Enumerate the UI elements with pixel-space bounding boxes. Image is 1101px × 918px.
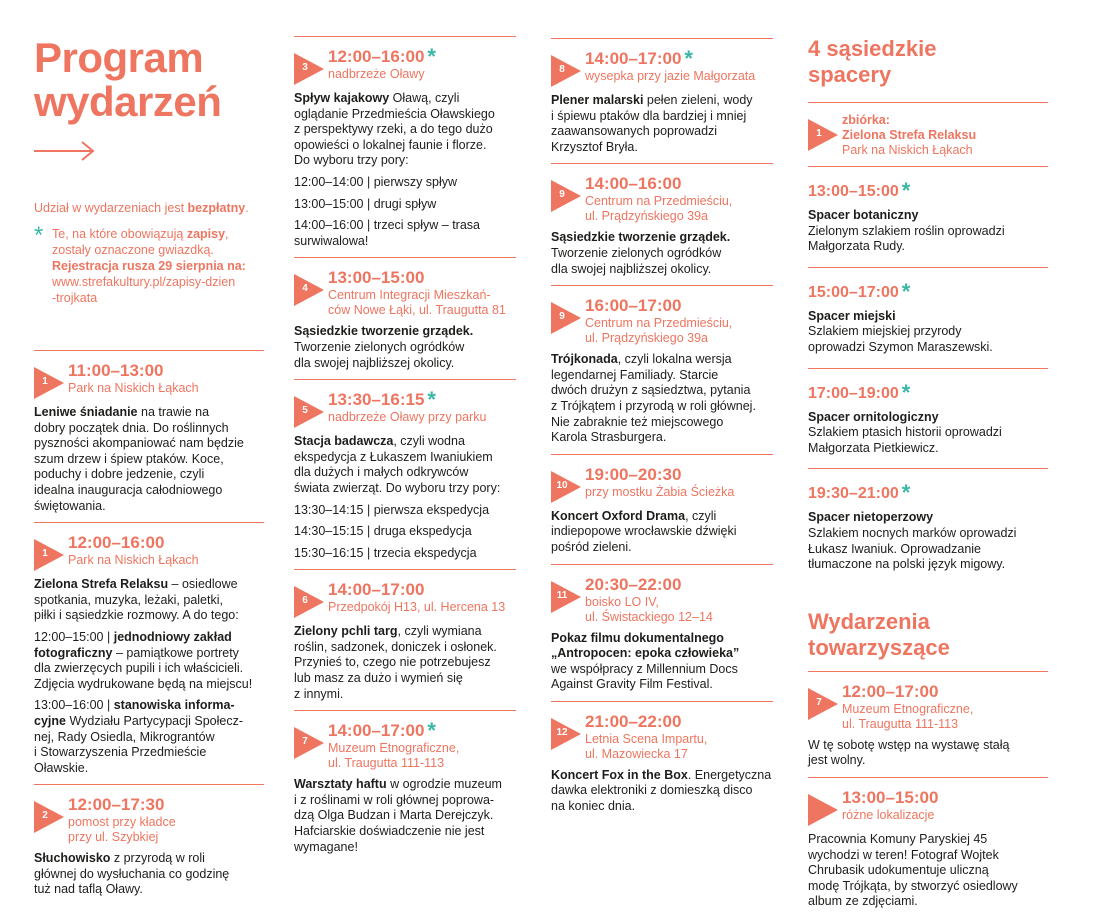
side-events-title: Wydarzenia towarzyszące [808,608,950,660]
event-item [294,36,516,249]
location-marker-icon: 4 [294,274,324,306]
walks-title: 4 sąsiedzkie spacery [808,36,937,87]
location-marker-icon: 6 [294,586,324,618]
location-marker-icon: 7 [808,688,838,720]
event-location: Centrum Integracji Mieszkań- ców Nowe Łąki, ul. Traugutta 81 [328,288,506,318]
registration-star-icon: * [427,44,436,69]
event-item [294,569,516,702]
event-description: Sąsiedzkie tworzenie grządek. Tworzenie zielonych ogródków dla swojej najbliższej okolicy. [551,230,731,276]
event-time: 19:00–20:30 [585,464,682,484]
walk-description: Spacer nietoperzowy Szlakiem nocnych marków oprowadzi Łukasz Iwaniuk. Oprowadzanie tłumaczone na polski język migowy. [808,510,1017,572]
star-icon: * [34,222,44,249]
arrow-right-icon [34,140,96,162]
walk-description: Spacer botaniczny Zielonym szlakiem roślin oprowadzi Małgorzata Rudy. [808,208,1005,254]
event-time: 14:00–16:00 [585,174,682,194]
page-title: Program wydarzeń [34,34,222,125]
registration-star-icon: * [901,379,911,405]
location-marker-icon: 8 [551,55,581,87]
side-event-item [808,671,1048,769]
column-1 [34,0,264,906]
event-item [294,379,516,561]
event-location: Muzeum Etnograficzne, ul. Traugutta 111-113 [328,741,460,771]
event-description: Plener malarski pełen zieleni, wody i śpiewu ptaków dla bardziej i mniej zaawansowanych poprowadzi Krzysztof Bryła. [551,93,753,154]
event-location: boisko LO IV, ul. Świstackiego 12–14 [585,594,713,624]
event-description: Słuchowisko z przyrodą w roli głównej do wysłuchania co godzinę tuż nad taflą Oławy. [34,851,230,897]
event-location: Letnia Scena Impartu, ul. Mazowiecka 17 [585,731,708,761]
event-location: Park na Niskich Łąkach [68,381,199,395]
registration-star-icon: * [901,278,911,304]
event-location: Muzeum Etnograficzne, ul. Traugutta 111-113 [842,701,974,731]
event-item [551,163,773,277]
event-item [551,701,773,815]
event-description: Koncert Fox in the Box. Energetyczna dawka elektroniki z domieszką disco na koniec dnia. [551,767,772,814]
event-time: 14:00–17:00 * [328,718,436,744]
walk-time: 15:00–17:00 * [808,278,911,304]
location-marker-icon: 1 [808,119,838,151]
event-description: Stacja badawcza, czyli wodna ekspedycja z Łukaszem Iwaniukiem dla dużych i małych odkrywców świata zwierząt. Do wyboru trzy pory: 13:30–14:15 | pierwsza ekspedycja 14:30–15:15 | druga ekspedycja 15:30–16:15 | trzecia ekspedycja [294,434,501,560]
location-marker-icon: 9 [551,180,581,212]
event-location: pomost przy kładce przy ul. Szybkiej [68,815,176,845]
walk-description: Spacer miejski Szlakiem miejskiej przyrody oprowadzi Szymon Maraszewski. [808,308,993,354]
event-time: 13:00–15:00 [842,787,939,807]
event-time: 21:00–22:00 [585,711,682,731]
location-marker-icon: 3 [294,53,324,85]
event-location: Park na Niskich Łąkach [68,553,199,568]
event-location: Centrum na Przedmieściu, ul. Prądzyńskiego 39a [585,316,733,346]
event-description: Spływ kajakowy Oławą, czyli oglądanie Przedmieścia Oławskiego z perspektywy rzeki, a do tego dużo opowieści o lokalnej faunie i florze. Do wyboru trzy pory: 12:00–14:00 | pierwszy spływ 13:00–15:00 | drugi spływ 14:00–16:00 | trzeci spływ – trasa surwiwalowa! [294,91,495,248]
event-location: nadbrzeże Oławy [328,67,425,81]
event-time: 16:00–17:00 [585,296,682,316]
event-description: Pracownia Komuny Paryskiej 45 wychodzi w teren! Fotograf Wojtek Chrubasik udokumentuje uliczną modę Trójkąta, by stworzyć osiedlowy album ze zdjęciami. [808,831,1018,909]
column-4 [808,36,1048,918]
registration-star-icon: * [684,46,693,71]
walk-time: 17:00–19:00 * [808,379,911,405]
event-time: 14:00–17:00 * [585,46,693,71]
column-3 [551,38,773,823]
event-description: Sąsiedzkie tworzenie grządek. Tworzenie zielonych ogródków dla swojej najbliższej okolicy. [294,324,474,370]
event-time: 14:00–17:00 [328,580,425,600]
event-item [34,350,264,514]
location-marker-icon: 11 [551,581,581,613]
location-marker-icon [808,794,838,826]
event-location: nadbrzeże Oławy przy parku [328,410,487,425]
registration-star-icon: * [901,480,911,506]
event-description: Zielona Strefa Relaksu – osiedlowe spotkania, muzyka, leżaki, paletki, piłki i sąsiedzkie rozmowy. A do tego: 12:00–15:00 | jednodniowy zakład fotograficzny – pamiątkowe portrety dla zwierzęcych pupili i ich właścicieli. Zdjęcia wydrukowane będą na miejscu! 13:00–16:00 | stanowiska informa- cyjne Wydziału Partycypacji Społecz- nej, Rady Osiedla, Mikrograntów i Stowarzyszenia Przedmieście Oławskie. [34,577,253,775]
event-location: różne lokalizacje [842,807,935,822]
walks-meeting-point: 1 zbiórka: Zielona Strefa Relaksu Park na Niskich Łąkach [808,102,1048,158]
event-description: Koncert Oxford Drama, czyli indiepopowe wrocławskie dźwięki pośród zieleni. [551,508,737,554]
event-location: Centrum na Przedmieściu, ul. Prądzyńskiego 39a [585,194,733,224]
event-item [294,257,516,371]
event-item [294,710,516,855]
event-item [551,454,773,556]
location-marker-icon: 10 [551,471,581,503]
event-location: przy mostku Żabia Ścieżka [585,484,735,499]
walk-description: Spacer ornitologiczny Szlakiem ptasich historii oprowadzi Małgorzata Pietkiewicz. [808,409,1002,455]
location-marker-icon: 2 [34,801,64,833]
side-event-item [808,777,1048,910]
event-description: Pokaz filmu dokumentalnego „Antropocen: epoka człowieka” we współpracy z Millennium Docs Against Gravity Film Festival. [551,630,740,692]
event-description: Trójkonada, czyli lokalna wersja legendarnej Familiady. Starcie dwóch drużyn z sąsiedztwa, pytania z Trójkątem i przyrodą w roli głównej. Nie zabraknie też miejscowego Karola Strasburgera. [551,352,756,445]
event-item [34,784,264,898]
walk-item [808,468,1048,572]
event-item [551,564,773,693]
event-description: W tę sobotę wstęp na wystawę stałą jest wolny. [808,737,1010,768]
location-marker-icon: 5 [294,396,324,428]
column-2 [294,36,516,863]
registration-star-icon: * [427,718,436,744]
event-time: 11:00–13:00 [68,361,164,380]
event-time: 12:00–16:00 [68,533,165,553]
event-time: 13:30–16:15 * [328,387,436,413]
walk-time: 13:00–15:00 * [808,178,911,203]
event-location: wysepka przy jazie Małgorzata [585,69,756,83]
walk-item [808,368,1048,457]
registration-link[interactable]: www.strefakultury.pl/zapisy-dzien -trojkata [52,275,236,305]
event-item [551,38,773,155]
event-location: Przedpokój H13, ul. Hercena 13 [328,600,506,615]
walk-item [808,267,1048,356]
intro-text: Udział w wydarzeniach jest bezpłatny. [34,201,249,215]
registration-star-icon: * [427,387,436,413]
location-marker-icon: 1 [34,539,64,571]
event-item [551,285,773,446]
event-description: Leniwe śniadanie na trawie na dobry początek dnia. Do roślinnych pyszności akompaniować nam będzie szum drzew i śpiew ptaków. Koce, poduchy i dobre jedzenie, czyli idealna inauguracja całodniowego świętowania. [34,405,244,513]
event-time: 13:00–15:00 [328,268,425,288]
registration-star-icon: * [901,178,911,203]
walk-time: 19:30–21:00 * [808,480,911,506]
event-time: 20:30–22:00 [585,574,682,594]
location-marker-icon: 9 [551,302,581,334]
location-marker-icon: 1 [34,367,64,399]
event-description: Warsztaty haftu w ogrodzie muzeum i z roślinami w roli głównej poprowa- dzą Olga Budzan i Marta Derejczyk. Hafciarskie doświadczenie nie jest wymagane! [294,777,502,854]
event-time: 12:00–17:00 [842,681,939,701]
event-item [34,522,264,776]
location-marker-icon: 12 [551,718,581,750]
registration-note: * Te, na które obowiązują zapisy, zostały oznaczone gwiazdką. Rejestracja rusza 29 sierpnia na: www.strefakultury.pl/zapisy-dzien -trojkata [34,222,246,305]
event-time: 12:00–16:00 * [328,44,436,69]
walk-item [808,166,1048,255]
location-marker-icon: 7 [294,727,324,759]
event-time: 12:00–17:30 [68,795,165,815]
event-description: Zielony pchli targ, czyli wymiana roślin, sadzonek, doniczek i osłonek. Przynieś to, czego nie potrzebujesz lub masz za dużo i wymień się z innymi. [294,624,497,701]
